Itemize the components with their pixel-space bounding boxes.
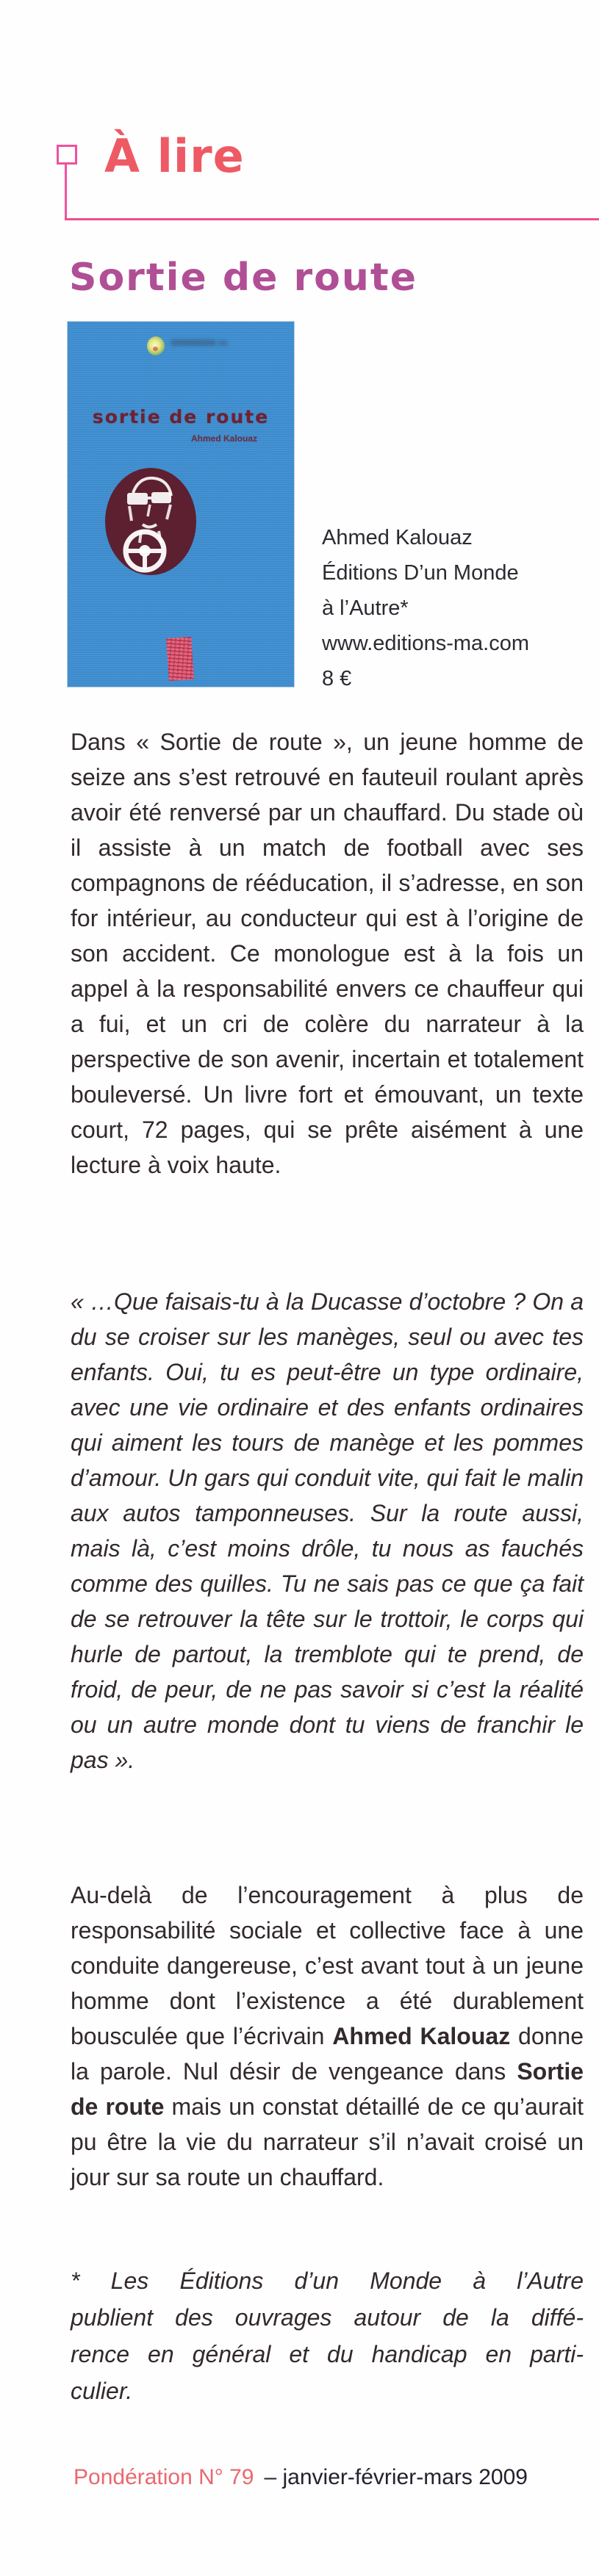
book-author-line: Ahmed Kalouaz <box>322 526 473 549</box>
logo-text-smudge <box>218 340 228 346</box>
book-website-line: www.editions-ma.com <box>322 632 530 655</box>
commentary-text: donne la parole. Nul désir de vengeance dans <box>71 2023 584 2085</box>
price-sticker <box>166 637 194 681</box>
commentary-text: Au-delà de l’encouragement à plus de responsabilité sociale et collective face à une conduite dangereuse, c’est avant tout à un jeune homme dont l’existence a été durablement bousculée que l’écrivain <box>71 1882 584 2049</box>
logo-dot-icon <box>153 347 158 351</box>
article-title: Sortie de route <box>69 256 417 300</box>
footnote-line: * Les Éditions d’un Monde à l’Autre <box>71 2267 584 2294</box>
section-marker-square-icon <box>57 145 77 165</box>
quote-paragraph: « …Que faisais-tu à la Ducasse d’octobre ? On a du se croiser sur les manèges, seul ou avec tes enfants. Oui, tu es peut-être un type ordinaire, avec une vie ordinaire et des enfants ordinaires qui aiment les tours de manège et les pommes d’amour. Un gars qui conduit vite, qui fait le malin aux autos tamponneuses. Sur la route aussi, mais là, c’est moins drôle, tu nous as fauchés comme des quilles. Tu ne sais pas ce que ça fait de se retrouver la tête sur le trottoir, le corps qui hurle de partout, la tremblote qui te prend, de froid, de peur, de ne pas savoir si c’est la réalité ou un autre monde dont tu viens de franchir le pas ». <box>71 1288 584 1773</box>
logo-blob-icon <box>147 336 165 356</box>
author-name-bold: Ahmed Kalouaz <box>332 2023 511 2049</box>
footnote-line: culier. <box>71 2378 133 2404</box>
commentary-paragraph <box>71 1877 584 2195</box>
footnote <box>71 2262 584 2409</box>
cover-illustration <box>105 468 196 575</box>
cover-book-title: sortie de route <box>92 406 270 427</box>
header-divider-rule <box>65 218 599 220</box>
section-title: À lire <box>104 129 245 183</box>
commentary-text: mais un constat détaillé de ce qu’aurait pu être la vie du narrateur s’il n’avait croisé un jour sur sa route un chauffard. <box>71 2093 584 2190</box>
logo-text-smudge <box>171 339 216 346</box>
footer-magazine-name: Pondération N° 79 <box>73 2465 254 2489</box>
cover-book-author: Ahmed Kalouaz <box>191 433 258 444</box>
book-cover <box>68 322 294 687</box>
footnote-line: rence en général et du handicap en parti- <box>71 2341 584 2367</box>
page-footer <box>73 2465 588 2490</box>
book-info-block <box>322 520 587 696</box>
book-title-bold: Sortie de route <box>71 2058 584 2120</box>
footer-issue-date: – janvier-février-mars 2009 <box>264 2465 528 2489</box>
book-price-line: 8 € <box>322 667 352 690</box>
publisher-logo-icon <box>147 335 228 357</box>
footnote-line: publient des ouvrages autour de la diffé- <box>71 2304 584 2331</box>
face-and-steering-wheel-icon <box>105 468 196 575</box>
summary-paragraph: Dans « Sortie de route », un jeune homme de seize ans s’est retrouvé en fauteuil roulant après avoir été renversé par un chauffard. Du stade où il assiste à un match de football avec ses compagnons de rééducation, il s’adresse, en son for intérieur, au conducteur qui est à l’origine de son accident. Ce monologue est à la fois un appel à la responsabilité envers ce chauffeur qui a fui, et un cri de colère du narrateur à la perspective de son avenir, incertain et totalement bouleversé. Un livre fort et émouvant, un texte court, 72 pages, qui se prête aisément à une lecture à voix haute. <box>71 729 584 1178</box>
section-marker-stem <box>65 162 67 220</box>
book-publisher-line: Éditions D’un Monde <box>322 561 519 585</box>
book-publisher-line: à l’Autre* <box>322 596 409 620</box>
